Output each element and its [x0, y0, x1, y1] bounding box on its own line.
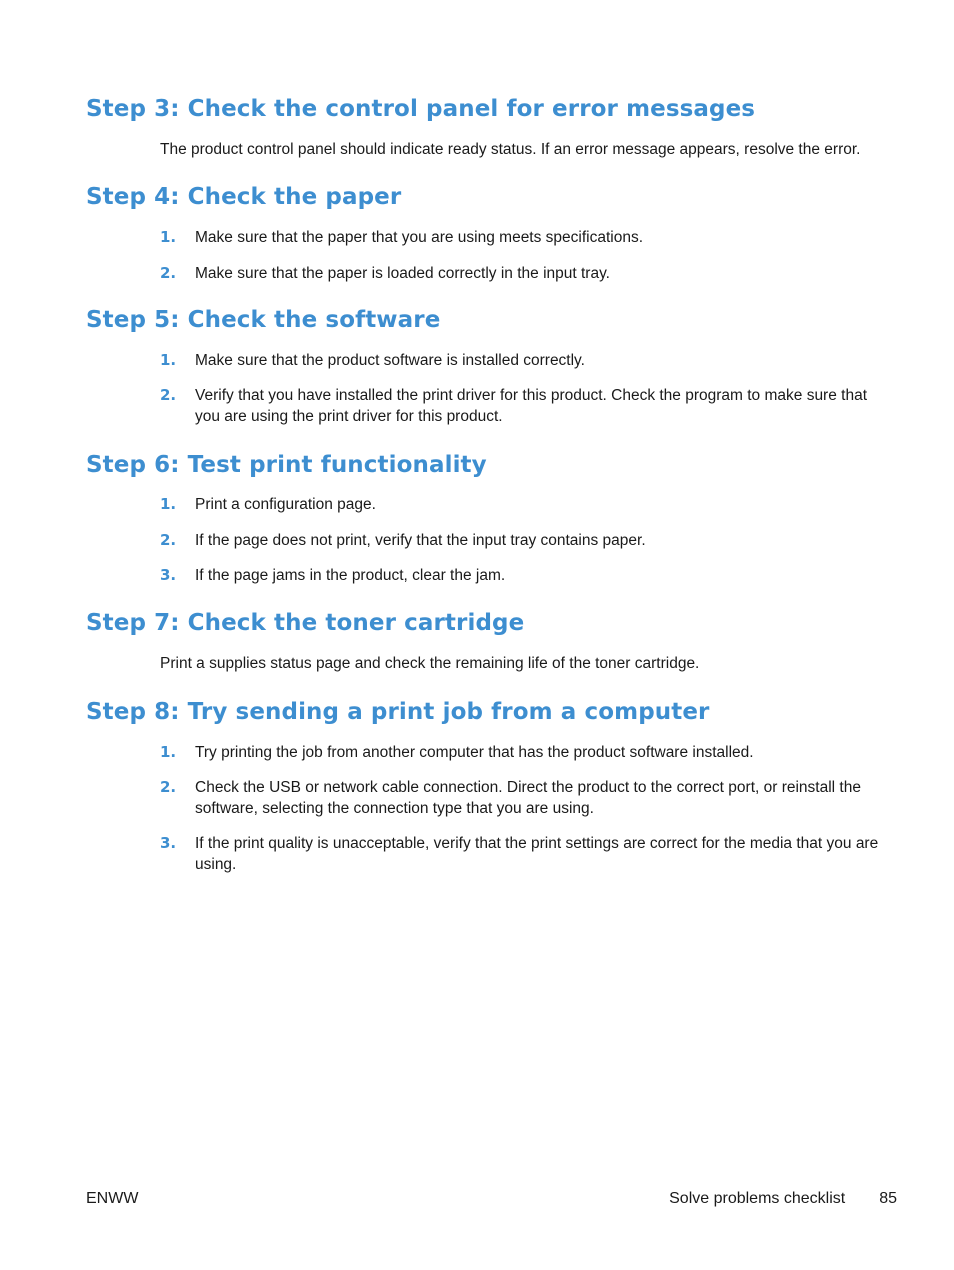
section-step-5	[0, 306, 954, 428]
step-3-heading: Step 3: Check the control panel for error messages	[86, 96, 756, 122]
step-5-heading: Step 5: Check the software	[86, 307, 441, 333]
section-step-8	[0, 698, 954, 876]
list-item-number: 2.	[160, 263, 177, 282]
step-4-heading: Step 4: Check the paper	[86, 184, 402, 210]
list-item	[0, 530, 954, 552]
section-step-7	[0, 609, 954, 674]
list-item-text: Print a configuration page.	[195, 496, 376, 513]
list-item-number: 1.	[160, 351, 177, 369]
step-6-heading: Step 6: Test print functionality	[86, 452, 487, 478]
step-7-text: Print a supplies status page and check the remaining life of the toner cartridge.	[160, 655, 700, 672]
section-step-4	[0, 183, 954, 284]
step-4-list	[0, 227, 954, 284]
list-item-number: 2.	[160, 385, 177, 404]
list-item-number: 1.	[160, 743, 177, 761]
list-item-number: 1.	[160, 495, 177, 513]
list-item-text: If the print quality is unacceptable, verify that the print settings are correct for the media that you are using.	[195, 834, 879, 873]
list-item	[0, 263, 954, 285]
list-item-number: 3.	[160, 833, 177, 852]
list-item	[0, 385, 954, 428]
footer-doc-code: ENWW	[86, 1190, 139, 1207]
list-item-number: 3.	[160, 566, 177, 584]
list-item-number: 2.	[160, 777, 177, 796]
footer-right	[669, 1188, 897, 1210]
section-step-6	[0, 451, 954, 587]
list-item	[0, 494, 954, 516]
step-8-heading: Step 8: Try sending a print job from a computer	[86, 699, 710, 725]
list-item	[0, 777, 954, 820]
step-6-list	[0, 494, 954, 587]
list-item-number: 1.	[160, 228, 177, 246]
list-item-number: 2.	[160, 530, 177, 549]
list-item-text: If the page does not print, verify that the input tray contains paper.	[195, 531, 646, 549]
list-item-text: If the page jams in the product, clear the jam.	[195, 567, 506, 584]
section-step-3	[0, 95, 954, 160]
step-7-heading: Step 7: Check the toner cartridge	[86, 610, 525, 636]
footer-section-title: Solve problems checklist	[669, 1190, 846, 1207]
step-3-text: The product control panel should indicate ready status. If an error message appears, resolve the error.	[160, 141, 861, 158]
list-item	[0, 742, 954, 764]
step-8-list	[0, 742, 954, 876]
list-item	[0, 350, 954, 372]
list-item-text: Check the USB or network cable connection. Direct the product to the correct port, or reinstall the software, selecting the connection type that you are using.	[195, 778, 861, 817]
list-item	[0, 565, 954, 587]
list-item-text: Make sure that the paper that you are using meets specifications.	[195, 229, 644, 246]
list-item-text: Make sure that the paper is loaded correctly in the input tray.	[195, 264, 610, 282]
list-item-text: Make sure that the product software is installed correctly.	[195, 352, 585, 369]
list-item	[0, 227, 954, 249]
page-number: 85	[879, 1190, 897, 1207]
step-5-list	[0, 350, 954, 428]
list-item-text: Verify that you have installed the print driver for this product. Check the program to make sure that you are using the print driver for this product.	[195, 386, 868, 425]
list-item	[0, 833, 954, 876]
list-item-text: Try printing the job from another computer that has the product software installed.	[195, 744, 754, 761]
